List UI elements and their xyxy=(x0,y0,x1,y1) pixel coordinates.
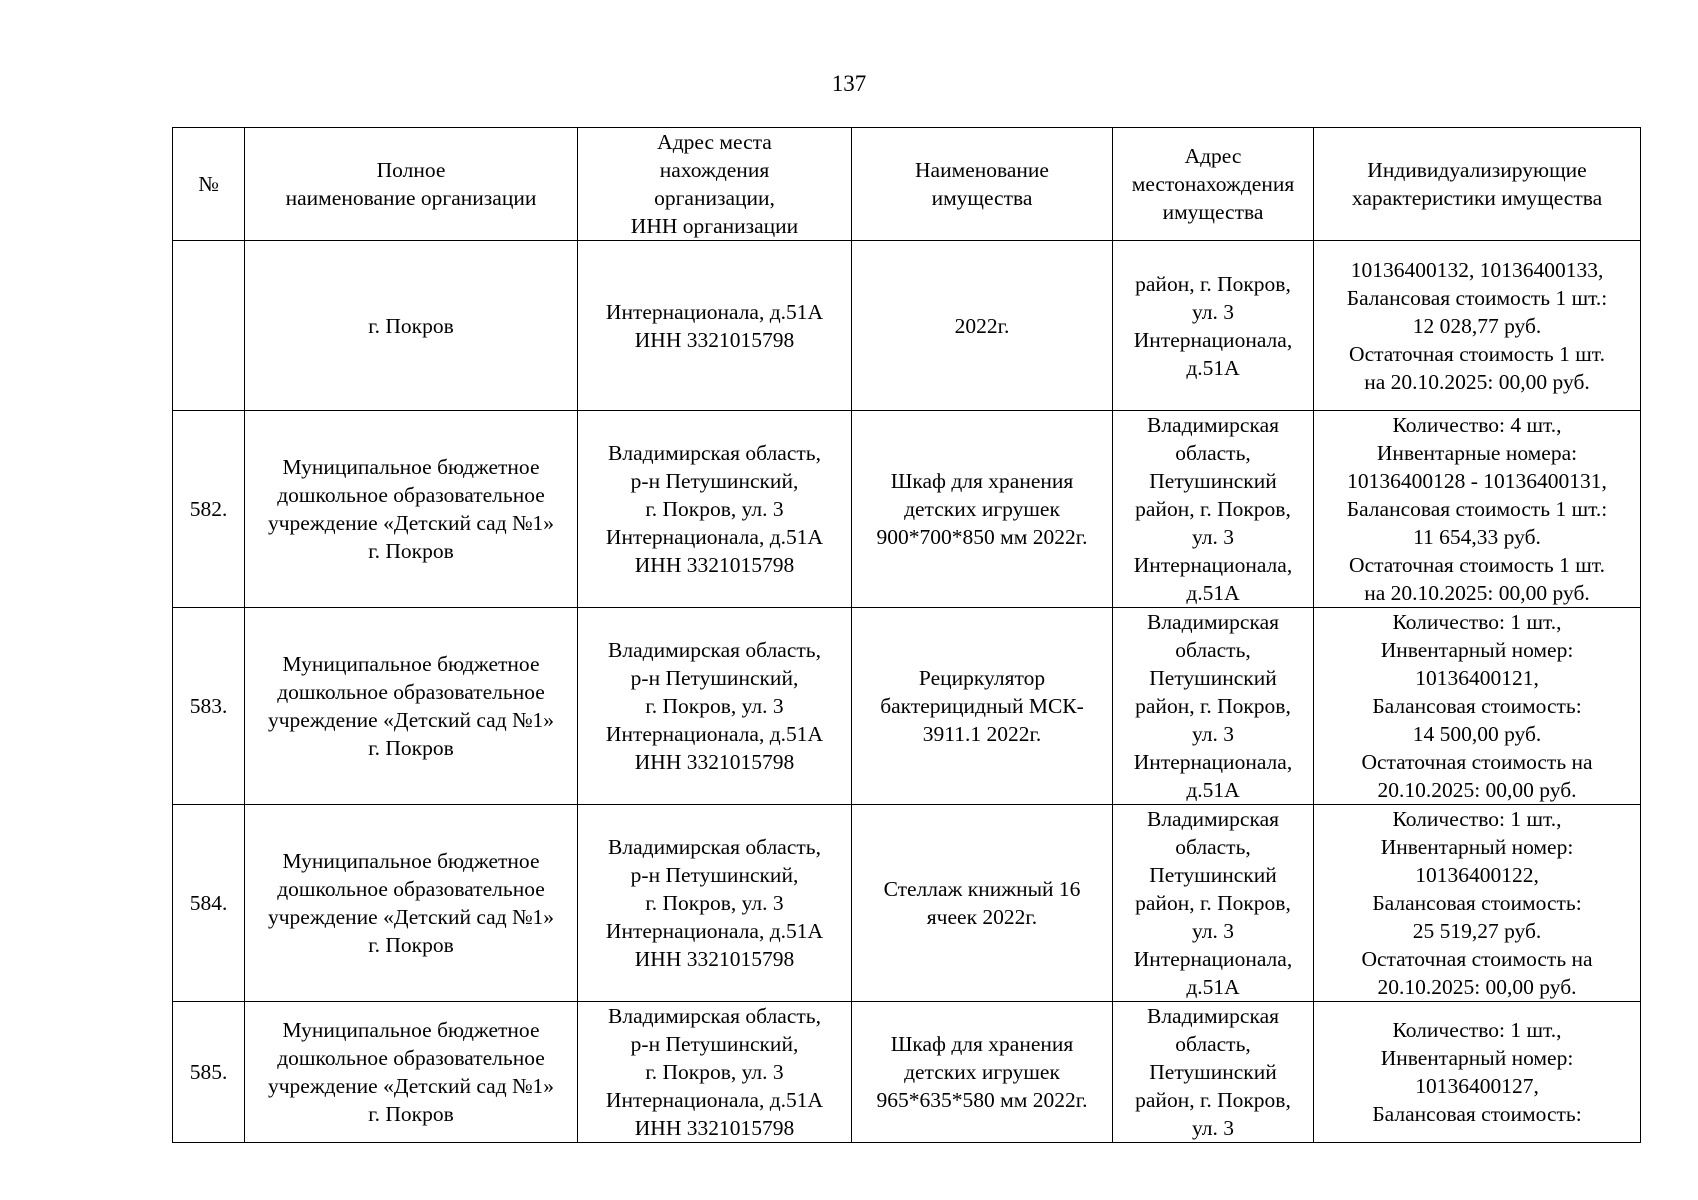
row-number: 582. xyxy=(173,411,245,608)
property-name-cell: 2022г. xyxy=(852,241,1113,411)
property-name-cell: Шкаф для хранения детских игрушек 900*700*850 мм 2022г. xyxy=(852,411,1113,608)
table-body xyxy=(173,241,1641,1143)
table-row xyxy=(173,805,1641,1002)
row-number: 585. xyxy=(173,1002,245,1143)
row-number: 583. xyxy=(173,608,245,805)
organization-address-cell: Владимирская область, р-н Петушинский, г. Покров, ул. 3 Интернационала, д.51А ИНН 3321015798 xyxy=(578,608,852,805)
organization-name-cell: Муниципальное бюджетное дошкольное образовательное учреждение «Детский сад №1» г. Покров xyxy=(245,411,578,608)
table-header xyxy=(173,128,1641,241)
organization-name-cell: Муниципальное бюджетное дошкольное образовательное учреждение «Детский сад №1» г. Покров xyxy=(245,608,578,805)
page-number: 137 xyxy=(831,71,867,96)
header-organization-name: Полное наименование организации xyxy=(245,128,578,241)
organization-address-cell: Владимирская область, р-н Петушинский, г. Покров, ул. 3 Интернационала, д.51А ИНН 3321015798 xyxy=(578,411,852,608)
header-property-characteristics: Индивидуализирующие характеристики имущества xyxy=(1314,128,1641,241)
table-row xyxy=(173,241,1641,411)
property-characteristics-cell: Количество: 1 шт., Инвентарный номер: 10136400121, Балансовая стоимость: 14 500,00 руб. Остаточная стоимость на 20.10.2025: 00,00 руб. xyxy=(1314,608,1641,805)
header-number: № xyxy=(173,128,245,241)
property-characteristics-cell: 10136400132, 10136400133, Балансовая стоимость 1 шт.: 12 028,77 руб. Остаточная стоимость 1 шт. на 20.10.2025: 00,00 руб. xyxy=(1314,241,1641,411)
property-name-cell: Шкаф для хранения детских игрушек 965*635*580 мм 2022г. xyxy=(852,1002,1113,1143)
property-characteristics-cell: Количество: 1 шт., Инвентарный номер: 10136400122, Балансовая стоимость: 25 519,27 руб. Остаточная стоимость на 20.10.2025: 00,00 руб. xyxy=(1314,805,1641,1002)
property-characteristics-cell: Количество: 4 шт., Инвентарные номера: 10136400128 - 10136400131, Балансовая стоимость 1 шт.: 11 654,33 руб. Остаточная стоимость 1 шт. на 20.10.2025: 00,00 руб. xyxy=(1314,411,1641,608)
property-registry-table xyxy=(172,127,1641,1143)
organization-address-cell: Владимирская область, р-н Петушинский, г. Покров, ул. 3 Интернационала, д.51А ИНН 3321015798 xyxy=(578,805,852,1002)
organization-address-cell: Интернационала, д.51А ИНН 3321015798 xyxy=(578,241,852,411)
table-row xyxy=(173,1002,1641,1143)
property-address-cell: Владимирская область, Петушинский район, г. Покров, ул. 3 xyxy=(1113,1002,1314,1143)
header-property-name: Наименование имущества xyxy=(852,128,1113,241)
property-address-cell: Владимирская область, Петушинский район, г. Покров, ул. 3 Интернационала, д.51А xyxy=(1113,411,1314,608)
property-name-cell: Стеллаж книжный 16 ячеек 2022г. xyxy=(852,805,1113,1002)
property-address-cell: Владимирская область, Петушинский район, г. Покров, ул. 3 Интернационала, д.51А xyxy=(1113,608,1314,805)
row-number: 584. xyxy=(173,805,245,1002)
property-address-cell: Владимирская область, Петушинский район, г. Покров, ул. 3 Интернационала, д.51А xyxy=(1113,805,1314,1002)
header-property-address: Адрес местонахождения имущества xyxy=(1113,128,1314,241)
property-address-cell: район, г. Покров, ул. 3 Интернационала, д.51А xyxy=(1113,241,1314,411)
row-number xyxy=(173,241,245,411)
organization-name-cell: Муниципальное бюджетное дошкольное образовательное учреждение «Детский сад №1» г. Покров xyxy=(245,1002,578,1143)
organization-name-cell: г. Покров xyxy=(245,241,578,411)
table-row xyxy=(173,608,1641,805)
header-row xyxy=(173,128,1641,241)
property-characteristics-cell: Количество: 1 шт., Инвентарный номер: 10136400127, Балансовая стоимость: xyxy=(1314,1002,1641,1143)
header-organization-address: Адрес места нахождения организации, ИНН организации xyxy=(578,128,852,241)
organization-address-cell: Владимирская область, р-н Петушинский, г. Покров, ул. 3 Интернационала, д.51А ИНН 3321015798 xyxy=(578,1002,852,1143)
property-name-cell: Рециркулятор бактерицидный МСК- 3911.1 2022г. xyxy=(852,608,1113,805)
table-row xyxy=(173,411,1641,608)
organization-name-cell: Муниципальное бюджетное дошкольное образовательное учреждение «Детский сад №1» г. Покров xyxy=(245,805,578,1002)
